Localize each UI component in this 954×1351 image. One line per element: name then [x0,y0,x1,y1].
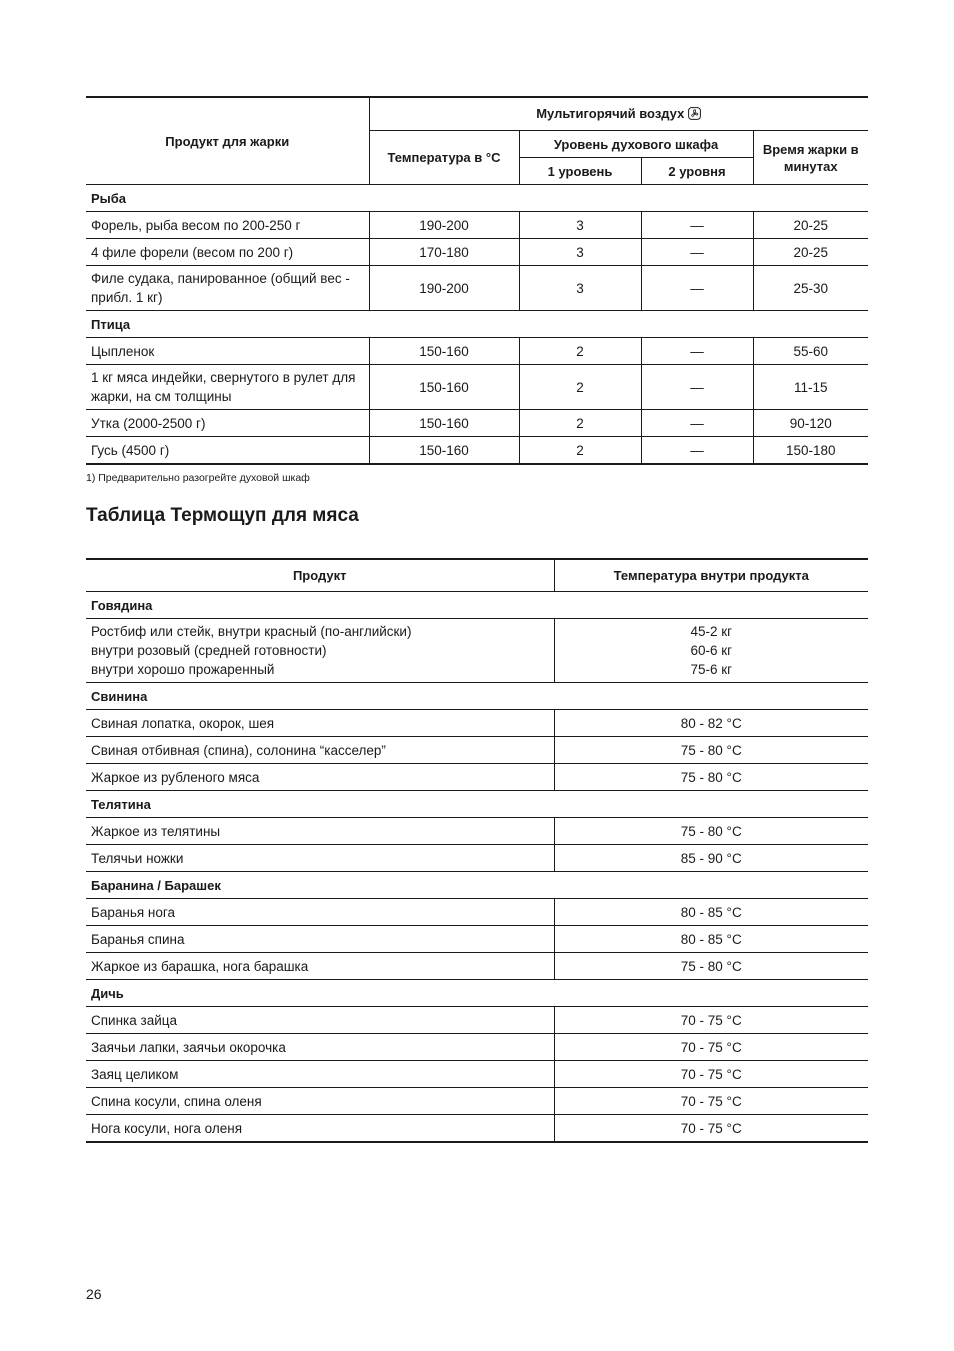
product-line: внутри хорошо прожаренный [91,662,275,677]
table-row [86,737,868,764]
temperature-cell: 190-200 [369,266,519,311]
table-row [86,818,868,845]
table-row [86,926,868,953]
temperature-line: 60-6 кг [690,643,733,658]
product-cell: 1 кг мяса индейки, свернутого в рулет для жарки, на см толщины [86,365,369,410]
temperature-cell: 80 - 82 °C [554,710,868,737]
temperature-line: 45-2 кг [690,624,733,639]
level-2-cell: — [641,410,753,437]
product-cell: Баранья спина [86,926,554,953]
roasting-table-body [86,185,868,465]
table-row [86,1115,868,1143]
table-row [86,1007,868,1034]
category-row [86,791,868,818]
header-level-2: 2 уровня [641,158,753,185]
temperature-cell: 190-200 [369,212,519,239]
product-cell: Цыпленок [86,338,369,365]
table-row [86,845,868,872]
temperature-cell: 150-160 [369,410,519,437]
level-1-cell: 2 [519,338,641,365]
product-line: внутри розовый (средней готовности) [91,643,327,658]
table-row [86,1088,868,1115]
header-level: Уровень духового шкафа [519,131,753,158]
category-row [86,980,868,1007]
fan-icon [688,107,701,124]
section-title: Таблица Термощуп для мяса [86,505,359,526]
temperature-cell: 70 - 75 °C [554,1115,868,1143]
category-label: Баранина / Барашек [86,872,868,899]
product-cell: Жаркое из телятины [86,818,554,845]
table-row [86,266,868,311]
table-row [86,437,868,465]
temperature-cell: 85 - 90 °C [554,845,868,872]
level-2-cell: — [641,239,753,266]
table-row [86,764,868,791]
temperature-cell: 70 - 75 °C [554,1007,868,1034]
product-cell: Филе судака, панированное (общий вес - прибл. 1 кг) [86,266,369,311]
time-cell: 150-180 [753,437,868,465]
temperature-cell: 70 - 75 °C [554,1088,868,1115]
temperature-cell: 80 - 85 °C [554,926,868,953]
table-row [86,619,868,683]
table-row [86,1061,868,1088]
category-label: Телятина [86,791,868,818]
temperature-line: 75-6 кг [690,662,733,677]
category-row [86,872,868,899]
temperature-cell: 70 - 75 °C [554,1061,868,1088]
level-2-cell: — [641,212,753,239]
header-mode [369,97,868,131]
table-row [86,410,868,437]
level-2-cell: — [641,338,753,365]
category-label: Дичь [86,980,868,1007]
table-row [86,710,868,737]
header-product: Продукт [86,559,554,592]
category-label: Птица [86,311,868,338]
product-cell: Свиная отбивная (спина), солонина “касселер” [86,737,554,764]
time-cell: 11-15 [753,365,868,410]
product-cell: Спина косули, спина оленя [86,1088,554,1115]
table-row [86,953,868,980]
header-level-1: 1 уровень [519,158,641,185]
level-2-cell: — [641,437,753,465]
product-cell: Баранья нога [86,899,554,926]
category-label: Рыба [86,185,868,212]
header-mode-label: Мультигорячий воздух [536,105,685,121]
product-cell: Гусь (4500 г) [91,442,170,458]
product-cell: Заячьи лапки, заячьи окорочка [86,1034,554,1061]
product-cell [86,619,554,683]
temperature-cell: 75 - 80 °C [554,818,868,845]
temperature-cell: 150-160 [369,437,519,465]
header-temperature: Температура в °C [369,131,519,185]
product-cell: Форель, рыба весом по 200-250 г [86,212,369,239]
product-cell: Утка (2000-2500 г) [86,410,369,437]
product-cell: Нога косули, нога оленя [91,1120,243,1136]
category-row [86,185,868,212]
meat-probe-table [86,558,868,1143]
temperature-cell [554,619,868,683]
table-row [86,239,868,266]
product-cell: Телячьи ножки [86,845,554,872]
level-1-cell: 3 [519,212,641,239]
level-2-cell: — [641,365,753,410]
footnote: 1) Предварительно разогрейте духовой шкаф [86,472,310,484]
temperature-cell: 170-180 [369,239,519,266]
time-cell: 25-30 [753,266,868,311]
category-row [86,683,868,710]
product-cell: Свиная лопатка, окорок, шея [86,710,554,737]
product-line: Ростбиф или стейк, внутри красный (по-английски) [91,624,412,639]
table-row [86,365,868,410]
temperature-cell: 150-160 [369,365,519,410]
category-row [86,592,868,619]
table-row [86,899,868,926]
header-time: Время жарки в минутах [753,131,868,185]
product-cell: Спинка зайца [86,1007,554,1034]
time-cell: 20-25 [753,239,868,266]
product-cell: Жаркое из рубленого мяса [86,764,554,791]
category-label: Свинина [86,683,868,710]
product-cell: Жаркое из барашка, нога барашка [86,953,554,980]
header-product: Продукт для жарки [86,97,369,185]
level-1-cell: 3 [519,239,641,266]
level-1-cell: 3 [519,266,641,311]
time-cell: 90-120 [753,410,868,437]
time-cell: 55-60 [753,338,868,365]
temperature-cell: 80 - 85 °C [554,899,868,926]
table-row [86,338,868,365]
temperature-cell: 75 - 80 °C [554,737,868,764]
temperature-cell: 75 - 80 °C [554,764,868,791]
temperature-cell: 75 - 80 °C [554,953,868,980]
page-number: 26 [86,1286,102,1302]
product-cell: Заяц целиком [86,1061,554,1088]
temperature-cell: 70 - 75 °C [554,1034,868,1061]
table-row [86,1034,868,1061]
time-cell: 20-25 [753,212,868,239]
category-row [86,311,868,338]
level-1-cell: 2 [519,437,641,465]
temperature-cell: 150-160 [369,338,519,365]
level-1-cell: 2 [519,410,641,437]
roasting-table [86,96,868,465]
table-row [86,212,868,239]
product-cell: 4 филе форели (весом по 200 г) [86,239,369,266]
header-inner-temperature: Температура внутри продукта [554,559,868,592]
level-1-cell: 2 [519,365,641,410]
category-label: Говядина [86,592,868,619]
level-2-cell: — [641,266,753,311]
meat-probe-table-body [86,592,868,1143]
